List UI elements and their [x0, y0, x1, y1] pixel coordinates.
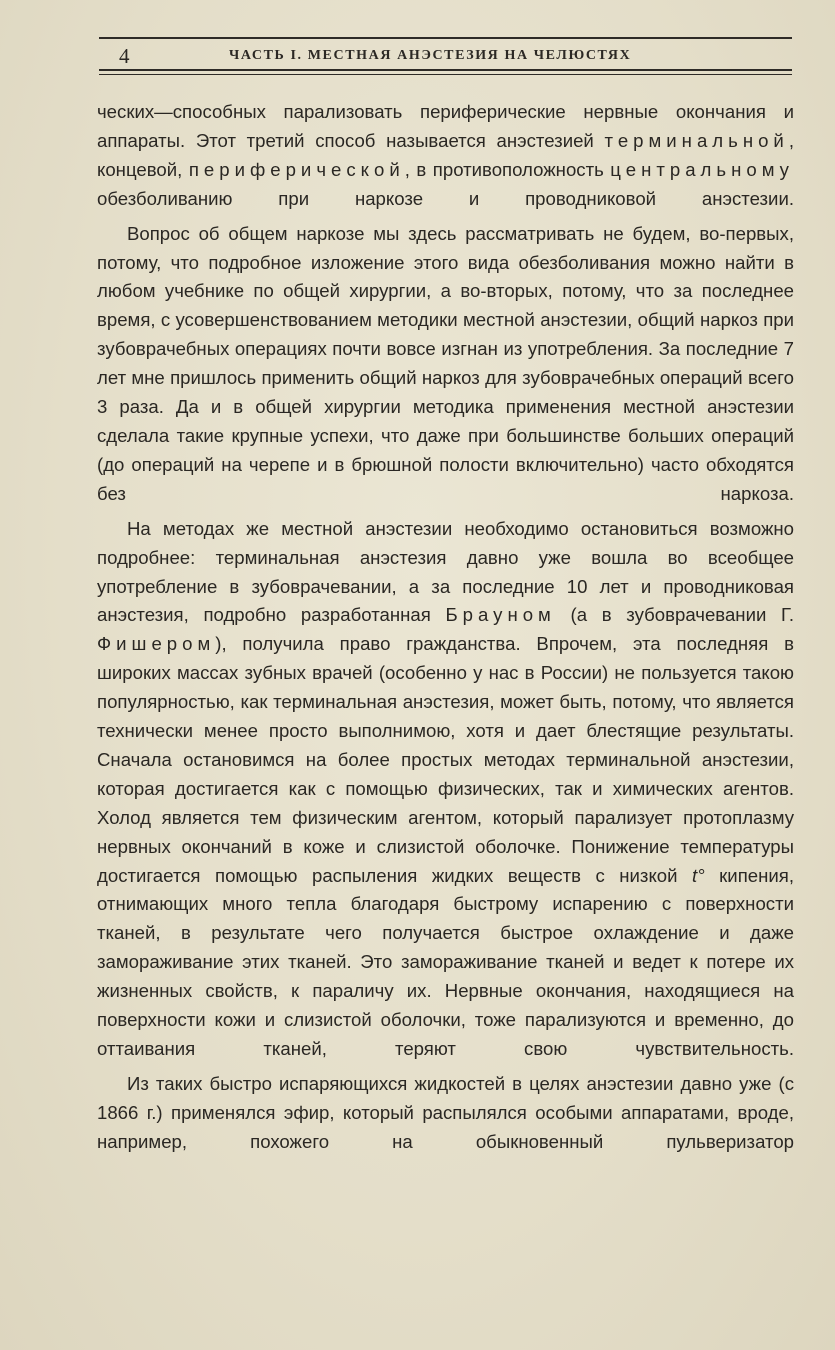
header-bottom-rule — [99, 69, 792, 71]
paragraph: Вопрос об общем наркозе мы здесь рассматривать не будем, во-первых, потому, что подробное изложение этого вида обезболивания можно найти в любом учебнике по общей хирургии, а во-вторых, потому, что за последнее время, с усовершенствованием методики местной анэстезии, общий наркоз при зубоврачебных операциях почти вовсе изгнан из употребления. За последние 7 лет мне пришлось применить общий наркоз для зубоврачебных операций всего 3 раза. Да и в общей хирургии методика применения местной анэстезии сделала такие крупные успехи, что даже при большинстве больших операций (до операций на черепе и в брюшной полости включительно) часто обходятся без наркоза. — [97, 222, 794, 504]
paragraph: ческих—способных парализовать периферические нервные окончания и аппараты. Этот третий способ называется анэстезией терминальной, концевой, периферической, в противоположность центральному обезболиванию при наркозе и проводниковой анэстезии. — [97, 101, 794, 209]
spaced-emphasis: периферической — [188, 158, 405, 180]
spaced-emphasis: Фишером — [97, 633, 216, 655]
running-head: ЧАСТЬ I. МЕСТНАЯ АНЭСТЕЗИЯ НА ЧЕЛЮСТЯХ — [229, 48, 632, 63]
paragraph: Из таких быстро испаряющихся жидкостей в целях анэстезии давно уже (с 1866 г.) применялся эфир, который распылялся особыми аппаратами, вроде, например, похожего на обыкновенный пульверизатор — [97, 1072, 794, 1152]
header-top-rule — [99, 37, 792, 39]
temperature-mark: t° — [692, 864, 705, 886]
body-text — [97, 98, 794, 1163]
page-number: 4 — [119, 44, 130, 68]
paragraph: На методах же местной анэстезии необходимо остановиться возможно подробнее: терминальная анэстезия давно уже вошла во всеобщее употребление в зубоврачевании, а за последние 10 лет и проводниковая анэстезия, подробно разработанная Брауном (а в зубоврачевании Г. Фишером), получила право гражданства. Впрочем, эта последняя в широких массах зубных врачей (особенно у нас в России) не пользуется такою популярностью, как терминальная анэстезия, может быть, потому, что является технически менее просто выполнимою, хотя и дает блестящие результаты. Сначала остановимся на более простых методах терминальной анэстезии, которая достигается как с помощью физических, так и химических агентов. Холод является тем физическим агентом, который парализует протоплазму нервных окончаний в коже и слизистой оболочке. Понижение температуры достигается помощью распыления жидких веществ с низкой t° кипения, отнимающих много тепла благодаря быстрому испарению с поверхности тканей, в результате чего получается быстрое охлаждение и даже замораживание этих тканей. Это замораживание тканей и ведет к потере их жизненных свойств, к параличу их. Нервные окончания, находящиеся на поверхности кожи и слизистой оболочки, тоже парализуются и временно, до оттаивания тканей, теряют свою чувствительность. — [97, 517, 794, 1059]
page-header — [99, 41, 792, 67]
header-bottom-thin-rule — [99, 74, 792, 75]
spaced-emphasis: Брауном — [445, 604, 556, 626]
spaced-emphasis: центральному — [610, 158, 794, 180]
spaced-emphasis: терминальной — [604, 129, 789, 151]
